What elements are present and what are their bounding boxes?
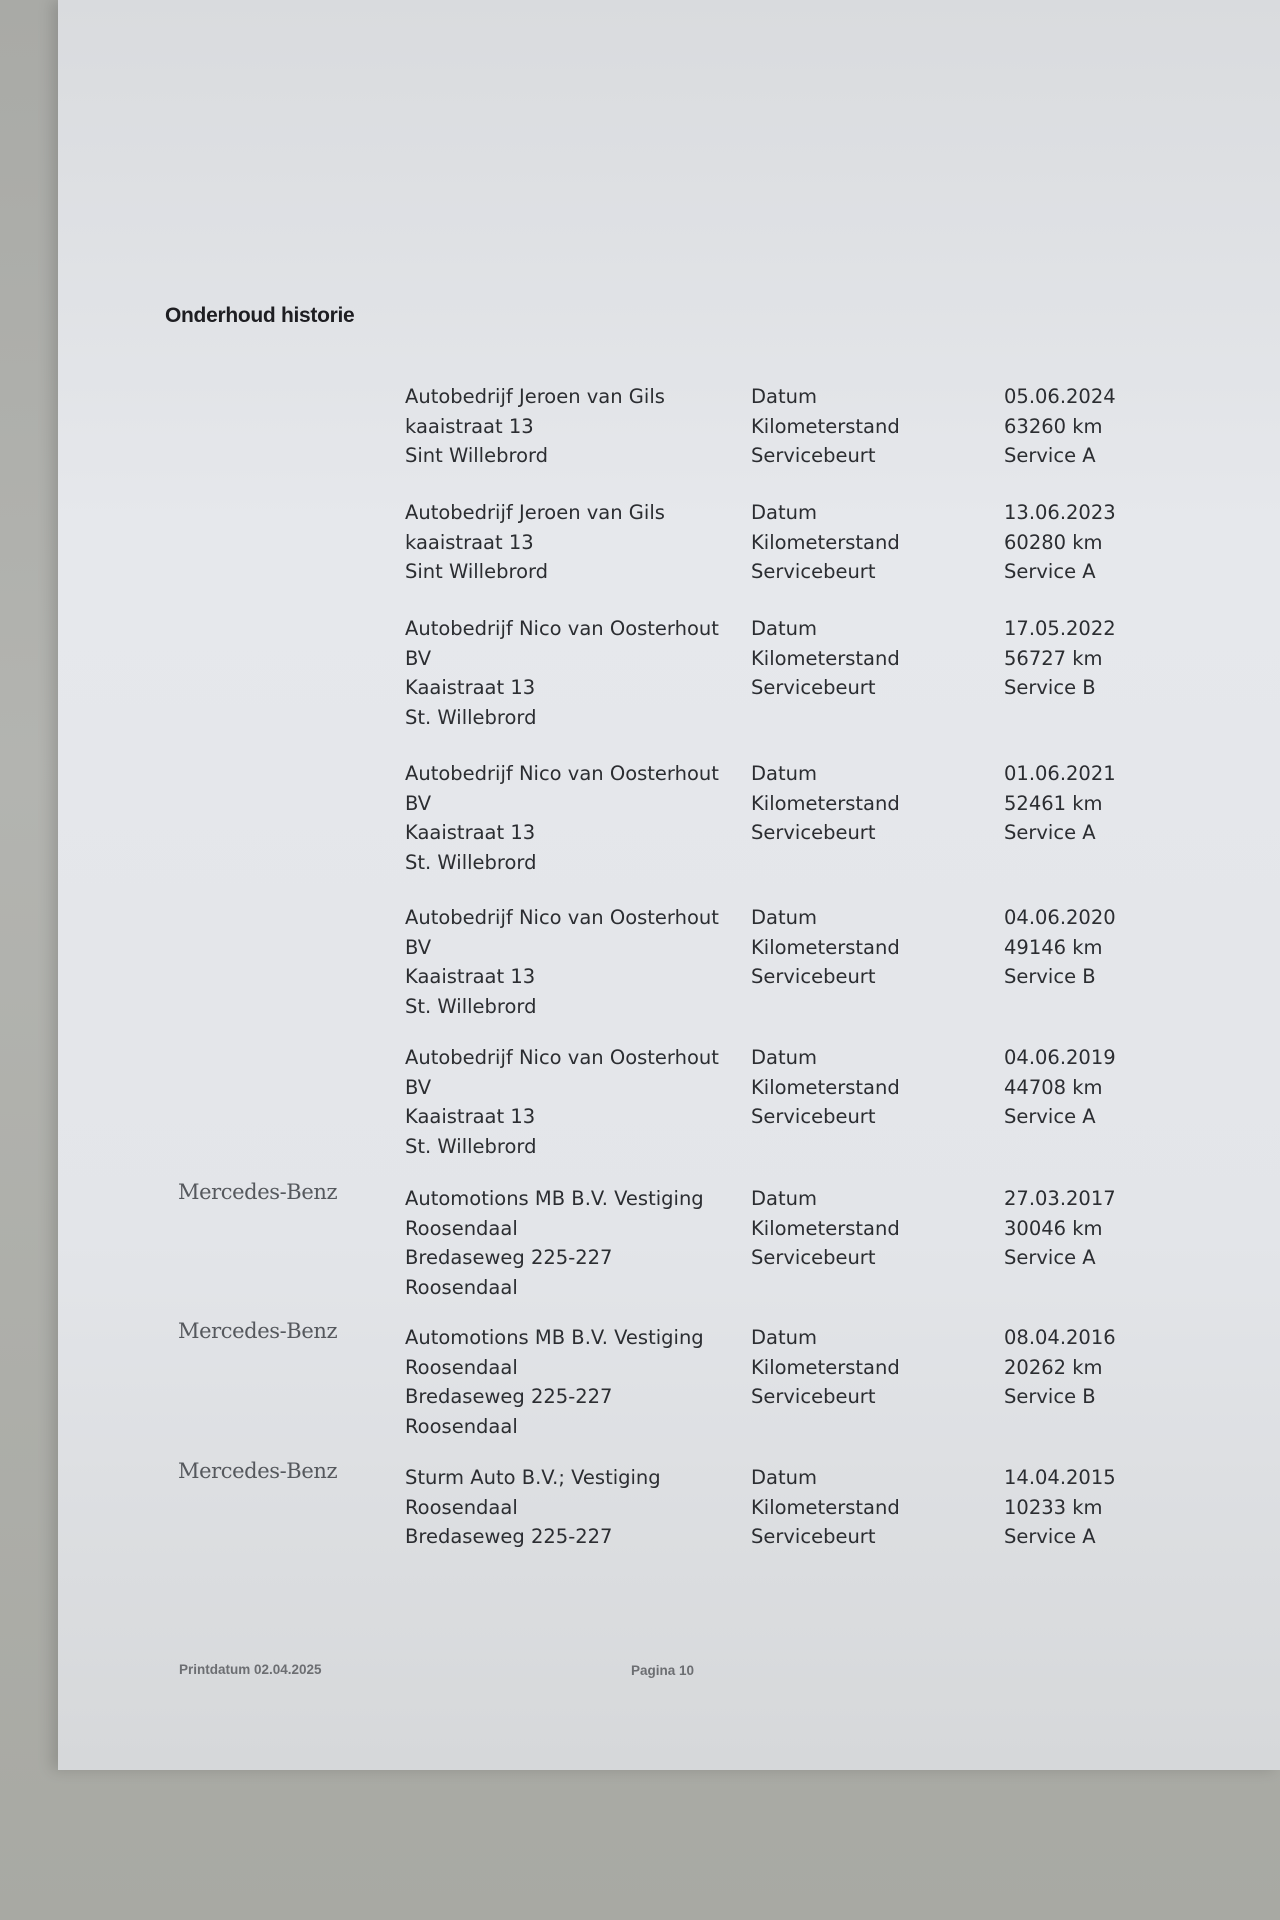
mileage-value: 20262 km <box>1004 1355 1103 1379</box>
mileage-value: 63260 km <box>1004 414 1103 438</box>
field-label: Servicebeurt <box>751 1385 876 1408</box>
field-values <box>1004 382 1116 471</box>
address-line: Bredaseweg 225-227 <box>405 1246 613 1269</box>
garage-address <box>405 1323 704 1441</box>
field-label: Datum <box>751 762 817 785</box>
field-label: Kilometerstand <box>751 935 900 959</box>
field-label: Datum <box>751 1046 817 1069</box>
field-label: Kilometerstand <box>751 1075 900 1099</box>
address-line: St. Willebrord <box>405 1134 537 1158</box>
address-line: Roosendaal <box>405 1216 518 1240</box>
field-values <box>1004 614 1116 703</box>
address-line: Roosendaal <box>405 1275 518 1299</box>
field-label: Servicebeurt <box>751 821 876 844</box>
address-line: Autobedrijf Jeroen van Gils <box>405 385 665 408</box>
address-line: Roosendaal <box>405 1414 518 1438</box>
print-date: Printdatum 02.04.2025 <box>179 1662 322 1677</box>
address-line: Sint Willebrord <box>405 444 549 467</box>
address-line: Bredaseweg 225-227 <box>405 1385 613 1408</box>
field-labels <box>751 614 900 703</box>
field-labels <box>751 498 900 587</box>
address-line: BV <box>405 935 432 959</box>
address-line: Autobedrijf Nico van Oosterhout <box>405 617 719 640</box>
address-line: Kaaistraat 13 <box>405 1105 536 1128</box>
address-line: Automotions MB B.V. Vestiging <box>405 1326 704 1349</box>
address-line: BV <box>405 646 432 670</box>
date-value: 08.04.2016 <box>1004 1326 1116 1349</box>
service-type-value: Service A <box>1004 1246 1096 1269</box>
address-line: St. Willebrord <box>405 850 537 874</box>
address-line: Automotions MB B.V. Vestiging <box>405 1187 704 1210</box>
mileage-value: 49146 km <box>1004 935 1103 959</box>
field-label: Servicebeurt <box>751 1105 876 1128</box>
field-label: Servicebeurt <box>751 560 876 583</box>
mileage-value: 10233 km <box>1004 1495 1103 1519</box>
address-line: St. Willebrord <box>405 994 537 1018</box>
address-line: St. Willebrord <box>405 705 537 729</box>
field-values <box>1004 903 1116 992</box>
garage-address <box>405 498 665 587</box>
service-type-value: Service A <box>1004 560 1096 583</box>
field-label: Datum <box>751 1187 817 1210</box>
field-label: Datum <box>751 617 817 640</box>
date-value: 17.05.2022 <box>1004 617 1116 640</box>
field-values <box>1004 498 1116 587</box>
field-label: Kilometerstand <box>751 791 900 815</box>
address-line: Bredaseweg 225-227 <box>405 1525 613 1548</box>
mileage-value: 56727 km <box>1004 646 1103 670</box>
field-label: Servicebeurt <box>751 444 876 467</box>
service-type-value: Service A <box>1004 444 1096 467</box>
date-value: 14.04.2015 <box>1004 1466 1116 1489</box>
field-label: Kilometerstand <box>751 1495 900 1519</box>
field-labels <box>751 1463 900 1552</box>
field-label: Kilometerstand <box>751 646 900 670</box>
date-value: 04.06.2019 <box>1004 1046 1116 1069</box>
garage-address <box>405 614 719 732</box>
address-line: kaaistraat 13 <box>405 530 534 554</box>
field-labels <box>751 1323 900 1412</box>
field-values <box>1004 1463 1116 1552</box>
mileage-value: 52461 km <box>1004 791 1103 815</box>
field-labels <box>751 759 900 848</box>
field-labels <box>751 1184 900 1273</box>
garage-address <box>405 1463 661 1552</box>
brand-logo-text: Mercedes-Benz <box>178 1180 338 1204</box>
field-labels <box>751 382 900 471</box>
field-label: Servicebeurt <box>751 676 876 699</box>
address-line: Roosendaal <box>405 1355 518 1379</box>
field-values <box>1004 759 1116 848</box>
service-type-value: Service B <box>1004 1385 1096 1408</box>
mileage-value: 60280 km <box>1004 530 1103 554</box>
garage-address <box>405 759 719 877</box>
date-value: 27.03.2017 <box>1004 1187 1116 1210</box>
address-line: BV <box>405 1075 432 1099</box>
garage-address <box>405 382 665 471</box>
field-label: Datum <box>751 385 817 408</box>
field-label: Kilometerstand <box>751 414 900 438</box>
mileage-value: 30046 km <box>1004 1216 1103 1240</box>
field-values <box>1004 1043 1116 1132</box>
address-line: BV <box>405 791 432 815</box>
field-label: Kilometerstand <box>751 1216 900 1240</box>
brand-logo-text: Mercedes-Benz <box>178 1319 338 1343</box>
page-number: Pagina 10 <box>631 1663 695 1678</box>
mileage-value: 44708 km <box>1004 1075 1103 1099</box>
field-labels <box>751 903 900 992</box>
address-line: Autobedrijf Jeroen van Gils <box>405 501 665 524</box>
date-value: 05.06.2024 <box>1004 385 1116 408</box>
address-line: Roosendaal <box>405 1495 518 1519</box>
field-label: Kilometerstand <box>751 1355 900 1379</box>
address-line: kaaistraat 13 <box>405 414 534 438</box>
garage-address <box>405 1184 704 1302</box>
field-label: Datum <box>751 1326 817 1349</box>
service-type-value: Service A <box>1004 1525 1096 1548</box>
service-type-value: Service A <box>1004 1105 1096 1128</box>
field-label: Datum <box>751 1466 817 1489</box>
address-line: Autobedrijf Nico van Oosterhout <box>405 762 719 785</box>
garage-address <box>405 903 719 1021</box>
date-value: 13.06.2023 <box>1004 501 1116 524</box>
address-line: Kaaistraat 13 <box>405 676 536 699</box>
brand-logo-text: Mercedes-Benz <box>178 1459 338 1483</box>
address-line: Sturm Auto B.V.; Vestiging <box>405 1466 661 1489</box>
field-values <box>1004 1184 1116 1273</box>
service-type-value: Service B <box>1004 676 1096 699</box>
address-line: Kaaistraat 13 <box>405 821 536 844</box>
service-type-value: Service A <box>1004 821 1096 844</box>
page-title: Onderhoud historie <box>165 304 355 327</box>
field-label: Servicebeurt <box>751 1525 876 1548</box>
field-label: Datum <box>751 501 817 524</box>
service-type-value: Service B <box>1004 965 1096 988</box>
field-labels <box>751 1043 900 1132</box>
address-line: Kaaistraat 13 <box>405 965 536 988</box>
address-line: Autobedrijf Nico van Oosterhout <box>405 1046 719 1069</box>
field-label: Kilometerstand <box>751 530 900 554</box>
garage-address <box>405 1043 719 1161</box>
field-values <box>1004 1323 1116 1412</box>
date-value: 01.06.2021 <box>1004 762 1116 785</box>
date-value: 04.06.2020 <box>1004 906 1116 929</box>
address-line: Sint Willebrord <box>405 560 549 583</box>
field-label: Servicebeurt <box>751 965 876 988</box>
field-label: Datum <box>751 906 817 929</box>
field-label: Servicebeurt <box>751 1246 876 1269</box>
address-line: Autobedrijf Nico van Oosterhout <box>405 906 719 929</box>
